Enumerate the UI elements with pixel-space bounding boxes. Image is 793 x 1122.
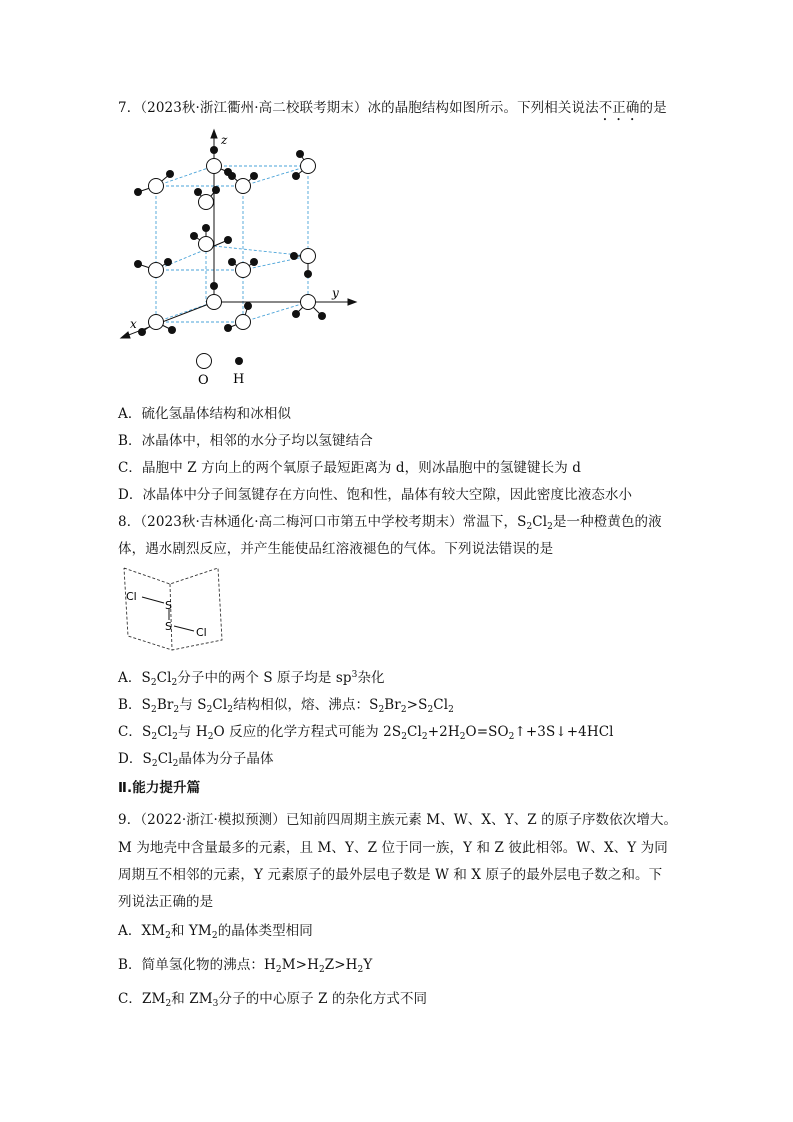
z-axis-label: z: [221, 133, 228, 147]
q7-option-b: B．冰晶体中，相邻的水分子均以氢键结合: [118, 433, 373, 449]
cl-top-label: Cl: [126, 590, 137, 603]
q8-option-b: B．$S_2Br_2$与 $S_2Cl_2$结构相似，熔、沸点：$S_2Br_2>S_2Cl_2$: [118, 697, 454, 715]
ice-crystal-structure-figure: [118, 124, 358, 394]
s-top-label: S: [165, 599, 172, 612]
q7-option-d: D．冰晶体中分子间氢键存在方向性、饱和性，晶体有较大空隙，因此密度比液态水小: [118, 487, 633, 503]
s-bottom-label: S: [165, 620, 172, 633]
q7-stem-emphasis: 不正确: [598, 100, 640, 116]
q8-stem-line2: 体，遇水剧烈反应，并产生能使品红溶液褪色的气体。下列说法错误的是: [118, 541, 554, 557]
x-axis-label: x: [130, 317, 137, 331]
legend-oxygen-label: O: [198, 373, 209, 388]
oxygen-atoms: [149, 159, 316, 330]
q9-stem-line4: 列说法正确的是: [118, 894, 214, 910]
y-axis-label: y: [332, 286, 339, 300]
legend-hydrogen-marker: [235, 357, 243, 365]
q9-option-b: B．简单氢化物的沸点：$H_2M>H_2Z>H_2Y$: [118, 957, 373, 975]
q9-stem-line3: 周期互不相邻的元素，Y 元素原子的最外层电子数是 W 和 X 原子的最外层电子数之和。下: [118, 867, 663, 883]
hydrogen-atoms: [134, 146, 326, 336]
q9-option-a: A．$XM_2$和 $YM_2$的晶体类型相同: [118, 923, 313, 941]
legend-hydrogen-label: H: [233, 372, 245, 387]
q7-option-a: A．硫化氢晶体结构和冰相似: [118, 406, 292, 422]
q7-stem: [118, 96, 667, 124]
q7-stem-text: 7．（2023秋·浙江衢州·高二校联考期末）冰的晶胞结构如图所示。下列相关说法: [118, 100, 599, 116]
legend-oxygen-marker: [197, 354, 212, 369]
q8-option-c: C．$S_2Cl_2$与 $H_2O$ 反应的化学方程式可能为 $2S_2Cl_2+2H_2O=SO_2↑+3S↓+4HCl$: [118, 724, 614, 742]
q9-stem-line1: 9．（2022·浙江·模拟预测）已知前四周期主族元素 M、W、X、Y、Z 的原子序数依次增大。: [118, 812, 678, 828]
q9-option-c: C．$ZM_2$和 $ZM_3$分子的中心原子 Z 的杂化方式不同: [118, 991, 428, 1009]
section-2-heading: Ⅱ.能力提升篇: [118, 780, 201, 796]
q7-option-c: C．晶胞中 Z 方向上的两个氧原子最短距离为 d，则冰晶胞中的氢键键长为 d: [118, 460, 581, 476]
dihedral-planes: [124, 568, 222, 650]
q8-option-a: A．$S_2Cl_2$分子中的两个 S 原子均是 $sp^3$杂化: [118, 670, 385, 688]
s2cl2-structure-figure: [118, 562, 228, 652]
q8-stem-line1: 8．（2023秋·吉林通化·高二梅河口市第五中学校考期末）常温下，$S_2Cl_2$是一种橙黄色的液: [118, 514, 662, 532]
unit-cell-edges: [156, 166, 308, 322]
q7-stem-end: 的是: [639, 100, 667, 116]
q8-option-d: D．$S_2Cl_2$晶体为分子晶体: [118, 751, 274, 769]
q9-stem-line2: M 为地壳中含量最多的元素，且 M、Y、Z 位于同一族，Y 和 Z 彼此相邻。W、X、Y 为同: [118, 840, 668, 856]
cl-bottom-label: Cl: [196, 626, 207, 639]
